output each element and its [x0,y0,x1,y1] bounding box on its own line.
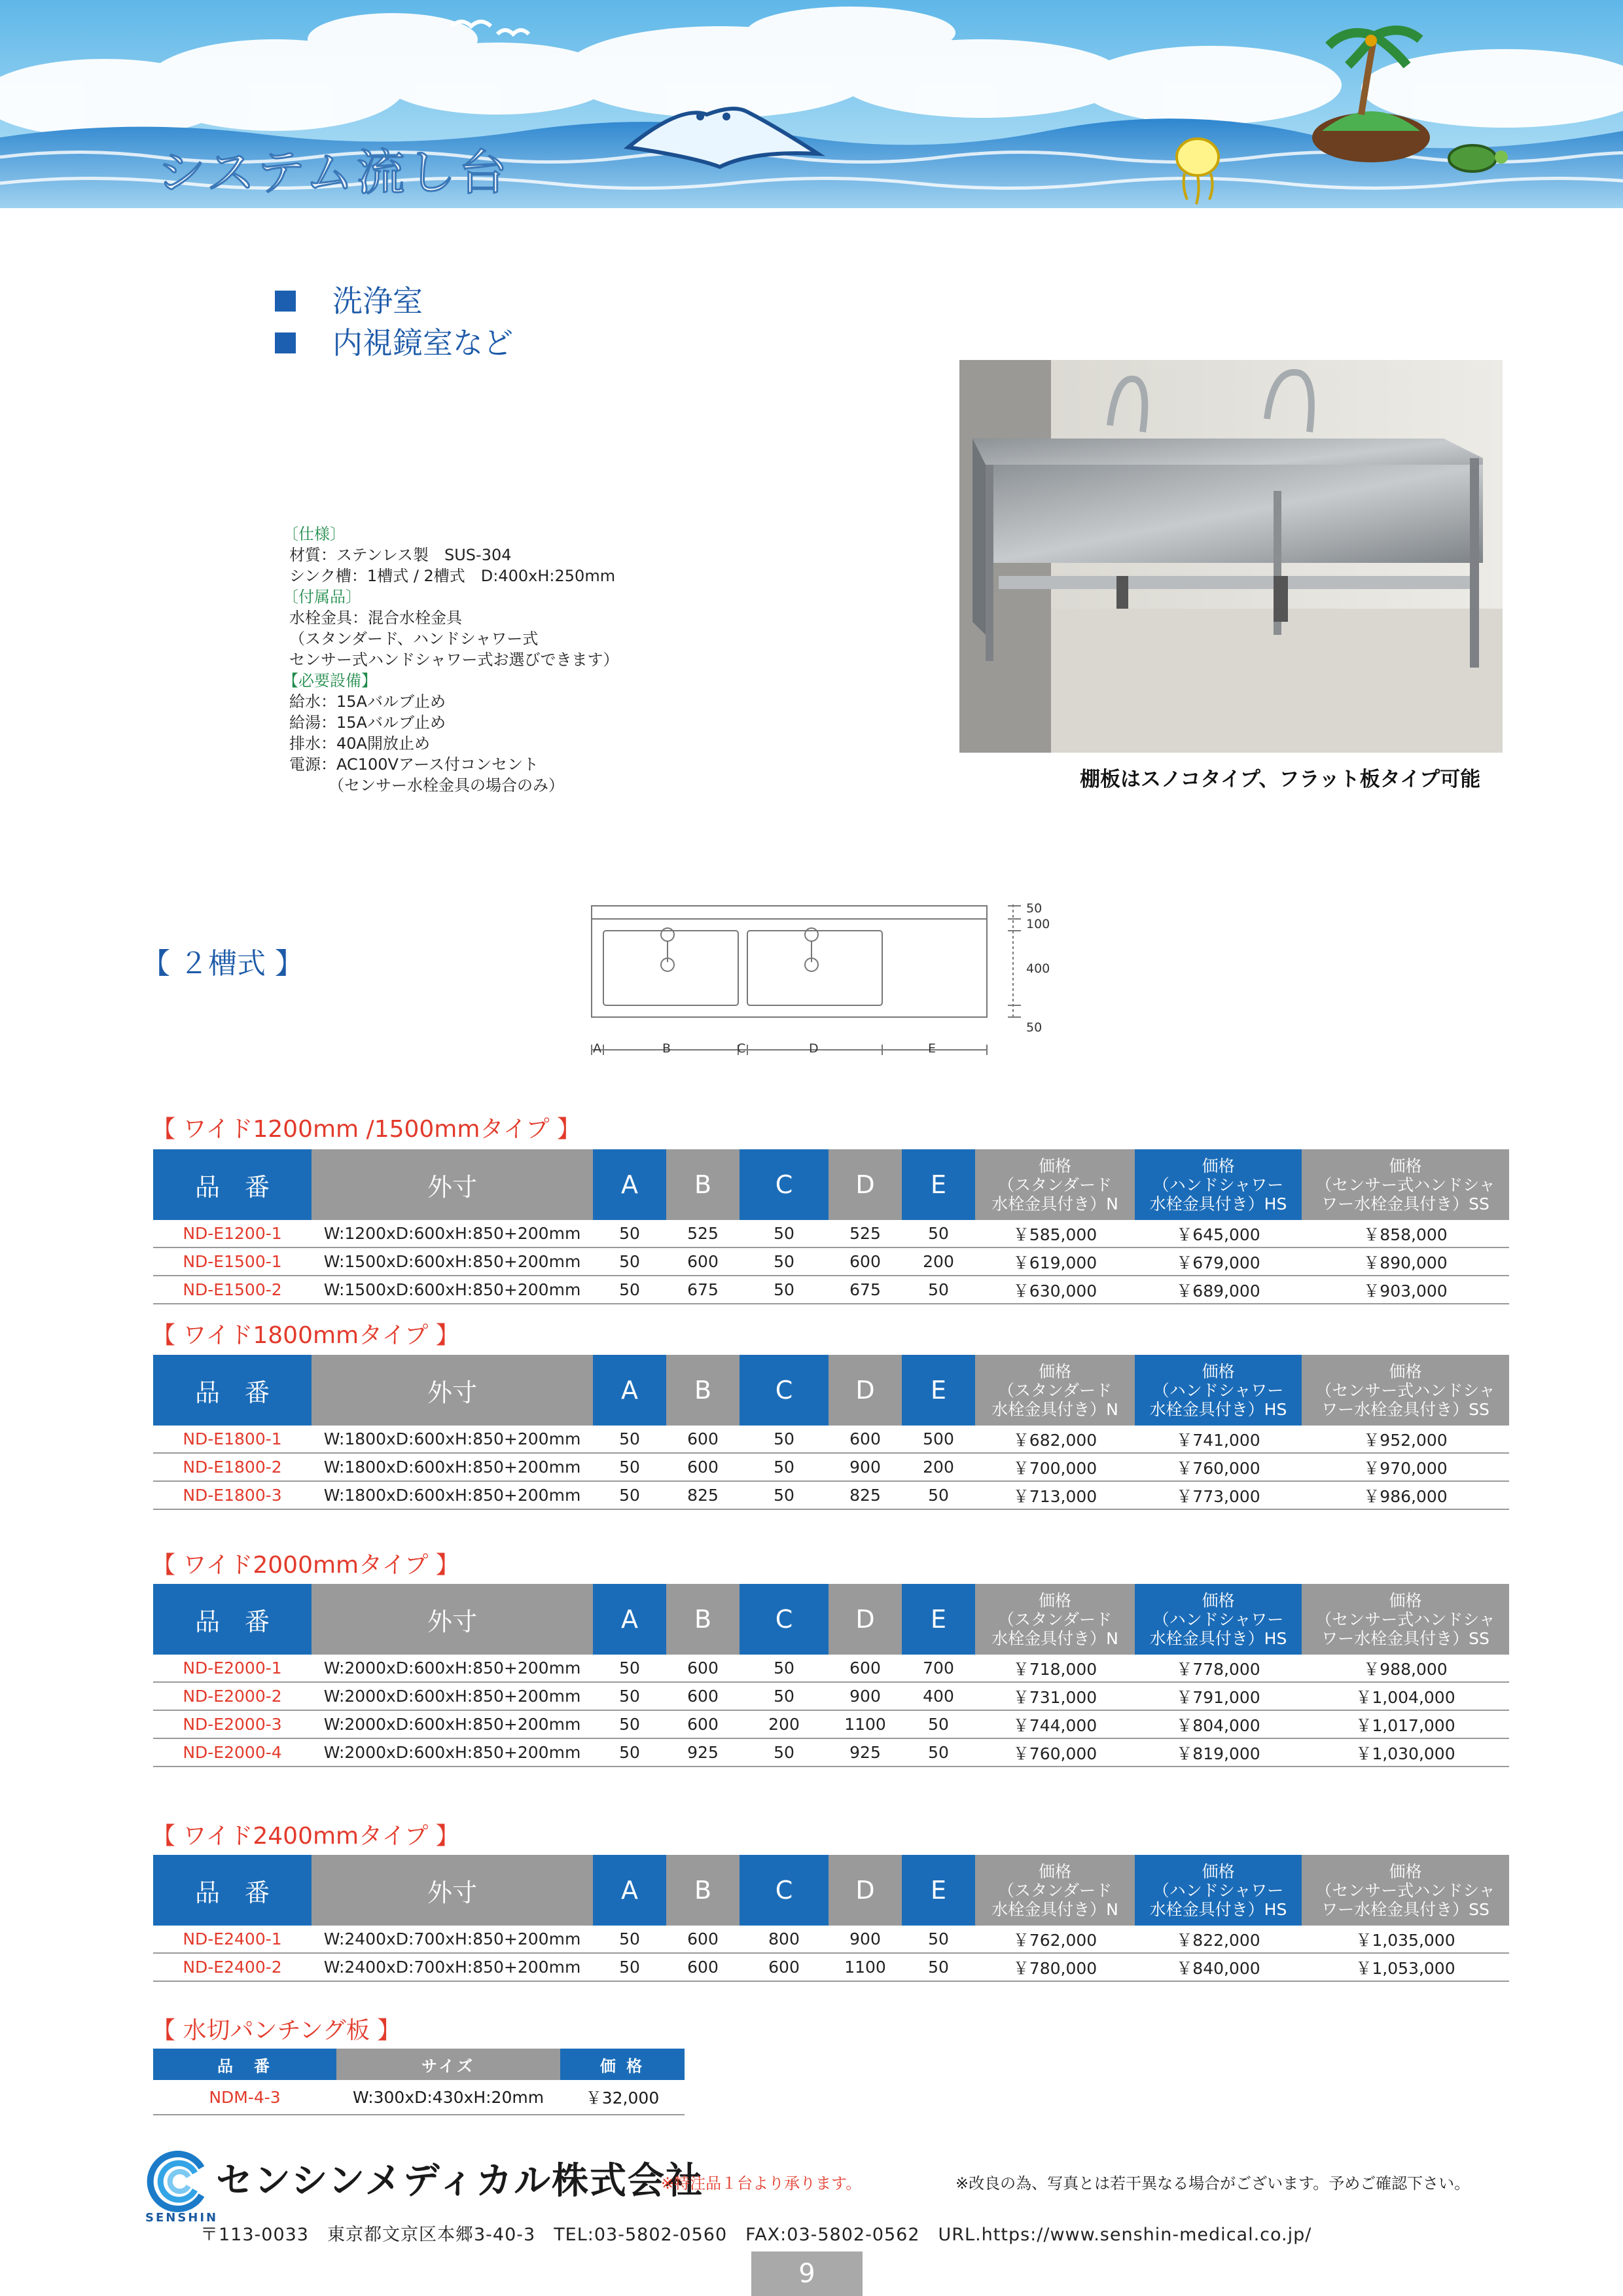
header-banner [0,0,1623,208]
price-n: ￥585,000 [975,1220,1135,1247]
price-ss: ￥1,030,000 [1302,1738,1509,1767]
price-ss: ￥970,000 [1302,1453,1509,1481]
dim-d: 900 [829,1926,902,1953]
header-a: A [593,1355,666,1426]
spec-line: 材質：ステンレス製 SUS-304 [289,546,512,564]
dim-e: 400 [902,1682,975,1710]
price-table [153,1855,1509,1982]
price-ss: ￥858,000 [1302,1220,1509,1247]
dim-e: 50 [902,1481,975,1509]
header-price-ss: 価格 （センサー式ハンドシャ ワー水栓金具付き）SS [1302,1355,1509,1426]
product-size: W:2400xD:700xH:850+200mm [312,1953,593,1981]
table-row [153,1426,1509,1453]
dim-d: 900 [829,1682,902,1710]
header-price-hs: 価格 （ハンドシャワー 水栓金具付き）HS [1135,1355,1302,1426]
company-address: 〒113-0033 東京都文京区本郷3-40-3 TEL:03-5802-0560 FAX:03-5802-0562 URL.https://www.senshin-medical.co.jp/ [200,2225,1312,2245]
dim-a: 50 [593,1953,666,1981]
dimension-diagram [589,897,1050,1080]
price-ss: ￥1,017,000 [1302,1710,1509,1738]
sink-type-label: 【 ２槽式 】 [141,947,304,980]
price-hs: ￥689,000 [1135,1276,1302,1304]
product-code: ND-E1500-1 [153,1247,312,1276]
dim-e: 500 [902,1426,975,1453]
price-n: ￥619,000 [975,1247,1135,1276]
product-size: W:1500xD:600xH:850+200mm [312,1276,593,1304]
header-code: 品 番 [153,1355,312,1426]
dim-label: 50 [1026,1020,1043,1035]
spec-line: （センサー水栓金具の場合のみ） [329,776,564,795]
dim-e: 50 [902,1953,975,1981]
dim-c: 50 [740,1655,829,1682]
header-e: E [902,1584,975,1655]
product-price: ￥32,000 [560,2080,685,2115]
dim-a: 50 [593,1247,666,1276]
product-size: W:2000xD:600xH:850+200mm [312,1710,593,1738]
dim-e: 50 [902,1220,975,1247]
product-size: W:2400xD:700xH:850+200mm [312,1926,593,1953]
header-b: B [666,1355,740,1426]
header-size: 外寸 [312,1855,593,1926]
dim-a: 50 [593,1682,666,1710]
spec-block [283,524,619,796]
spec-line: 【必要設備】 [283,672,377,690]
product-photo [959,360,1503,753]
dim-b: 675 [666,1276,740,1304]
swirl-logo-icon [143,2148,215,2214]
punching-table [153,2049,685,2115]
price-ss: ￥952,000 [1302,1426,1509,1453]
dim-b: 600 [666,1247,740,1276]
dim-b: 600 [666,1953,740,1981]
company-logo [143,2148,215,2214]
header-price-hs: 価格 （ハンドシャワー 水栓金具付き）HS [1135,1855,1302,1926]
dim-d: 825 [829,1481,902,1509]
dim-c: 50 [740,1426,829,1453]
dim-c: 200 [740,1710,829,1738]
segment-label: C [737,1041,746,1056]
product-size: W:1200xD:600xH:850+200mm [312,1220,593,1247]
dim-label: 400 [1026,961,1050,976]
price-ss: ￥1,035,000 [1302,1926,1509,1953]
usage-list [275,280,513,364]
dim-c: 50 [740,1481,829,1509]
product-size: W:2000xD:600xH:850+200mm [312,1738,593,1767]
table-row [153,1926,1509,1953]
sink-top-view-drawing [589,897,1050,1080]
price-n: ￥718,000 [975,1655,1135,1682]
section-title: 【 ワイド1200mm /1500mmタイプ 】 [152,1116,581,1143]
dim-a: 50 [593,1276,666,1304]
dim-c: 50 [740,1682,829,1710]
dim-a: 50 [593,1738,666,1767]
dim-a: 50 [593,1453,666,1481]
dim-e: 700 [902,1655,975,1682]
segment-label: B [662,1041,671,1056]
table-row [153,1220,1509,1247]
header-price: 価 格 [560,2049,685,2080]
segment-label: D [809,1041,819,1056]
dim-c: 50 [740,1453,829,1481]
spec-line: 〔仕様〕 [283,525,346,543]
dim-a: 50 [593,1655,666,1682]
dim-c: 50 [740,1247,829,1276]
price-table [153,1149,1509,1304]
header-b: B [666,1149,740,1220]
table-row [153,1481,1509,1509]
price-ss: ￥1,004,000 [1302,1682,1509,1710]
dim-c: 800 [740,1926,829,1953]
dim-e: 50 [902,1710,975,1738]
dim-b: 600 [666,1710,740,1738]
section-title: 【 ワイド2000mmタイプ 】 [152,1552,459,1579]
product-code: ND-E2000-2 [153,1682,312,1710]
dim-b: 525 [666,1220,740,1247]
header-code: 品 番 [153,2049,336,2080]
header-price-n: 価格 （スタンダード 水栓金具付き）N [975,1584,1135,1655]
section-title: 【 ワイド1800mmタイプ 】 [152,1322,459,1349]
segment-label: A [593,1041,601,1056]
product-size: W:1800xD:600xH:850+200mm [312,1481,593,1509]
product-size: W:1800xD:600xH:850+200mm [312,1426,593,1453]
dim-d: 1100 [829,1710,902,1738]
header-price-n: 価格 （スタンダード 水栓金具付き）N [975,1855,1135,1926]
spec-line: センサー式ハンドシャワー式お選びできます） [289,651,619,669]
product-code: ND-E2400-1 [153,1926,312,1953]
price-hs: ￥679,000 [1135,1247,1302,1276]
price-n: ￥744,000 [975,1710,1135,1738]
price-table [153,1584,1509,1767]
product-code: ND-E1800-2 [153,1453,312,1481]
spec-line: 電源：AC100Vアース付コンセント [289,755,539,774]
dim-e: 200 [902,1453,975,1481]
header-d: D [829,1149,902,1220]
header-a: A [593,1584,666,1655]
price-n: ￥700,000 [975,1453,1135,1481]
header-price-n: 価格 （スタンダード 水栓金具付き）N [975,1355,1135,1426]
header-size: サイズ [336,2049,560,2080]
price-ss: ￥890,000 [1302,1247,1509,1276]
header-e: E [902,1149,975,1220]
header-d: D [829,1355,902,1426]
dim-c: 600 [740,1953,829,1981]
dim-label: 50 [1026,901,1043,916]
dim-d: 525 [829,1220,902,1247]
dim-label: 100 [1026,917,1050,931]
dim-c: 50 [740,1738,829,1767]
header-price-ss: 価格 （センサー式ハンドシャ ワー水栓金具付き）SS [1302,1584,1509,1655]
header-size: 外寸 [312,1355,593,1426]
spec-line: 給水：15Aバルブ止め [289,692,446,711]
sink-photo-illustration [959,360,1503,753]
dim-b: 825 [666,1481,740,1509]
product-code: ND-E1500-2 [153,1276,312,1304]
product-code: NDM-4-3 [153,2080,336,2115]
dim-d: 600 [829,1655,902,1682]
dim-e: 200 [902,1247,975,1276]
table-row [153,1276,1509,1304]
company-name: センシンメディカル株式会社 [216,2160,704,2202]
dim-c: 50 [740,1220,829,1247]
header-price-n: 価格 （スタンダード 水栓金具付き）N [975,1149,1135,1220]
price-hs: ￥822,000 [1135,1926,1302,1953]
product-size: W:1800xD:600xH:850+200mm [312,1453,593,1481]
price-ss: ￥1,053,000 [1302,1953,1509,1981]
dim-e: 50 [902,1926,975,1953]
dim-d: 925 [829,1738,902,1767]
table-row [153,1710,1509,1738]
section-title: 【 水切パンチング板 】 [152,2017,401,2044]
product-code: ND-E2000-3 [153,1710,312,1738]
header-e: E [902,1355,975,1426]
header-price-hs: 価格 （ハンドシャワー 水栓金具付き）HS [1135,1149,1302,1220]
product-size: W:2000xD:600xH:850+200mm [312,1682,593,1710]
price-hs: ￥819,000 [1135,1738,1302,1767]
header-c: C [740,1584,829,1655]
dim-a: 50 [593,1220,666,1247]
price-hs: ￥645,000 [1135,1220,1302,1247]
header-code: 品 番 [153,1149,312,1220]
photo-caption: 棚板はスノコタイプ、フラット板タイプ可能 [1080,768,1481,791]
header-d: D [829,1584,902,1655]
header-price-ss: 価格 （センサー式ハンドシャ ワー水栓金具付き）SS [1302,1149,1509,1220]
product-code: ND-E2400-2 [153,1953,312,1981]
price-table [153,1355,1509,1510]
dim-b: 600 [666,1453,740,1481]
spec-line: 排水：40A開放止め [289,734,430,753]
header-e: E [902,1855,975,1926]
price-ss: ￥986,000 [1302,1481,1509,1509]
header-c: C [740,1355,829,1426]
dim-a: 50 [593,1710,666,1738]
spec-line: （スタンダード、ハンドシャワー式 [289,630,539,648]
dim-e: 50 [902,1276,975,1304]
product-code: ND-E2000-1 [153,1655,312,1682]
product-code: ND-E1800-1 [153,1426,312,1453]
product-size: W:1500xD:600xH:850+200mm [312,1247,593,1276]
table-row [153,1682,1509,1710]
header-code: 品 番 [153,1855,312,1926]
dim-d: 600 [829,1426,902,1453]
price-n: ￥762,000 [975,1926,1135,1953]
header-a: A [593,1149,666,1220]
square-bullet-icon [275,332,296,353]
dim-c: 50 [740,1276,829,1304]
page-title: システム流し台 [157,145,510,201]
dim-b: 925 [666,1738,740,1767]
dim-a: 50 [593,1481,666,1509]
price-n: ￥760,000 [975,1738,1135,1767]
segment-label: E [928,1041,936,1056]
header-price-ss: 価格 （センサー式ハンドシャ ワー水栓金具付き）SS [1302,1855,1509,1926]
table-row [153,1453,1509,1481]
dim-b: 600 [666,1426,740,1453]
product-size: W:300xD:430xH:20mm [336,2080,560,2115]
price-hs: ￥791,000 [1135,1682,1302,1710]
price-hs: ￥773,000 [1135,1481,1302,1509]
product-code: ND-E2000-4 [153,1738,312,1767]
price-n: ￥682,000 [975,1426,1135,1453]
header-size: 外寸 [312,1149,593,1220]
section-title: 【 ワイド2400mmタイプ 】 [152,1823,459,1850]
dim-a: 50 [593,1426,666,1453]
dim-b: 600 [666,1926,740,1953]
product-size: W:2000xD:600xH:850+200mm [312,1655,593,1682]
dim-a: 50 [593,1926,666,1953]
square-bullet-icon [275,291,296,312]
table-row [153,2080,685,2115]
dim-e: 50 [902,1738,975,1767]
product-code: ND-E1200-1 [153,1220,312,1247]
dim-d: 600 [829,1247,902,1276]
price-hs: ￥760,000 [1135,1453,1302,1481]
price-hs: ￥741,000 [1135,1426,1302,1453]
price-ss: ￥988,000 [1302,1655,1509,1682]
disclaimer-note: ※改良の為、写真とは若干異なる場合がございます。予めご確認下さい。 [955,2174,1471,2193]
spec-line: 〔付属品〕 [283,588,361,606]
header-c: C [740,1149,829,1220]
header-code: 品 番 [153,1584,312,1655]
header-b: B [666,1855,740,1926]
dim-b: 600 [666,1655,740,1682]
price-hs: ￥778,000 [1135,1655,1302,1682]
price-n: ￥731,000 [975,1682,1135,1710]
price-hs: ￥840,000 [1135,1953,1302,1981]
price-hs: ￥804,000 [1135,1710,1302,1738]
page-number: 9 [751,2251,863,2296]
header-d: D [829,1855,902,1926]
price-n: ￥780,000 [975,1953,1135,1981]
dim-d: 900 [829,1453,902,1481]
usage-item: 内視鏡室など [275,322,513,364]
usage-item: 洗浄室 [275,280,513,322]
table-row [153,1953,1509,1981]
dim-d: 675 [829,1276,902,1304]
logo-wordmark: SENSHIN [145,2211,219,2225]
header-b: B [666,1584,740,1655]
spec-line: 給湯：15Aバルブ止め [289,713,446,732]
price-n: ￥713,000 [975,1481,1135,1509]
table-row [153,1655,1509,1682]
price-ss: ￥903,000 [1302,1276,1509,1304]
price-n: ￥630,000 [975,1276,1135,1304]
table-row [153,1738,1509,1767]
product-code: ND-E1800-3 [153,1481,312,1509]
dim-b: 600 [666,1682,740,1710]
header-c: C [740,1855,829,1926]
spec-line: シンク槽：1槽式 / 2槽式 D:400xH:250mm [289,567,616,585]
header-price-hs: 価格 （ハンドシャワー 水栓金具付き）HS [1135,1584,1302,1655]
spec-line: 水栓金具：混合水栓金具 [289,609,462,627]
header-size: 外寸 [312,1584,593,1655]
dim-d: 1100 [829,1953,902,1981]
header-a: A [593,1855,666,1926]
table-row [153,1247,1509,1276]
custom-order-note: ※特注品１台より承ります。 [661,2174,862,2193]
